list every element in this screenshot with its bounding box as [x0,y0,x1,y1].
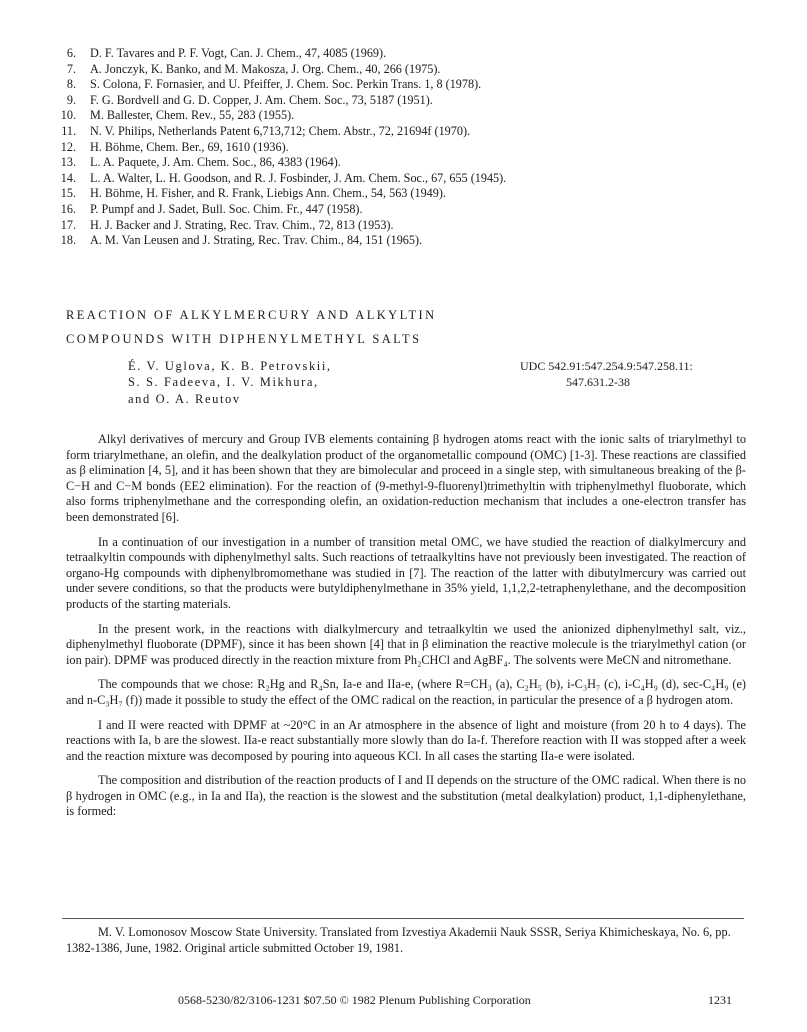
reference-text: S. Colona, F. Fornasier, and U. Pfeiffer, J. Chem. Soc. Perkin Trans. 1, 8 (1978). [90,77,482,92]
article-title [66,303,626,351]
body-paragraph: The composition and distribution of the reaction products of I and II depends on the structure of the OMC radical. When there is no β hydrogen in OMC (e.g., in Ia and IIa), the reaction is the slowest and the substitution (metal dealkylation) product, 1,1-diphenylethane, is formed: [66,773,746,819]
reference-text: P. Pumpf and J. Sadet, Bull. Soc. Chim. Fr., 447 (1958). [90,201,363,216]
reference-number: 17. [60,217,76,232]
reference-number: 7. [66,61,76,76]
reference-number: 11. [61,123,76,138]
reference-number: 16. [60,201,76,216]
publisher-line: 0568-5230/82/3106-1231 $07.50 © 1982 Plenum Publishing Corporation [178,993,531,1007]
author-line: S. S. Fadeeva, I. V. Mikhura, [128,375,319,390]
reference-number: 6. [66,46,76,60]
body-paragraph: In the present work, in the reactions with dialkylmercury and tetraalkyltin we used the anionized diphenylmethyl salt, viz., diphenylmethyl fluoborate (DPMF), since it has been shown [4] that in β elimination the reactive molecule is the triarylmethyl cation (or ion pair). DPMF was produced directly in the reaction mixture from Ph₂CHCl and AgBF₄. The solvents were MeCN and nitromethane. [66,621,746,667]
reference-item [56,186,756,202]
reference-text: A. Jonczyk, K. Banko, and M. Makosza, J. Org. Chem., 40, 266 (1975). [90,61,441,76]
reference-item [56,124,756,140]
reference-item [56,155,756,171]
body-paragraph: I and II were reacted with DPMF at ~20°C in an Ar atmosphere in the absence of light and moisture (from 20 h to 4 days). The reactions with Ia, b are the slowest. IIa-e react substantially more slowly than do Ia-f. Therefore reaction with II was stopped after a week and the reaction mixture was decomposed by pouring into aqueous KCl. In all cases the starting IIa-e were isolated. [66,717,746,763]
reference-number: 8. [66,77,76,92]
reference-number: 9. [66,92,76,107]
reference-item [56,108,756,124]
reference-text: H. J. Backer and J. Strating, Rec. Trav. Chim., 72, 813 (1953). [90,217,394,232]
reference-text: D. F. Tavares and P. F. Vogt, Can. J. Chem., 47, 4085 (1969). [90,46,387,60]
reference-number: 13. [60,155,76,170]
title-line: COMPOUNDS WITH DIPHENYLMETHYL SALTS [66,332,422,346]
reference-text: H. Böhme, H. Fisher, and R. Frank, Liebigs Ann. Chem., 54, 563 (1949). [90,186,446,201]
reference-item [56,62,756,78]
udc-code [520,358,790,391]
footnote: M. V. Lomonosov Moscow State University. Translated from Izvestiya Akademii Nauk SSSR, Seriya Khimicheskaya, No. 6, pp. 1382-1386, June, 1982. Original article submitted October 19, 1981. [66,925,731,955]
reference-text: L. A. Walter, L. H. Goodson, and R. J. Fosbinder, J. Am. Chem. Soc., 67, 655 (1945). [90,170,507,185]
reference-item [56,46,756,62]
reference-item [56,140,756,156]
reference-item [56,202,756,218]
reference-number: 10. [60,108,76,123]
udc-line: 547.631.2-38 [566,375,630,390]
footnote-divider [62,918,744,919]
udc-line: UDC 542.91:547.254.9:547.258.11: [520,359,693,373]
reference-text: L. A. Paquete, J. Am. Chem. Soc., 86, 4383 (1964). [90,155,341,170]
reference-text: M. Ballester, Chem. Rev., 55, 283 (1955). [90,108,295,123]
article-body [66,432,746,829]
body-paragraph: In a continuation of our investigation in a number of transition metal OMC, we have studied the reaction of dialkylmercury and tetraalkyltin compounds with diphenylmethyl salts. Such reactions of tetraalkyltins have not previously been investigated. The reaction of organo-Hg compounds with diphenylbromomethane was studied in [7]. The reaction of the latter with dibutylmercury was carried out under severe conditions, so that the products were butyldiphenylmethane in 35% yield, 1,1,2,2-tetraphenylethane, and the decomposition products of the starting materials. [66,534,746,611]
reference-item [56,233,756,249]
body-paragraph: The compounds that we chose: R₂Hg and R₄Sn, Ia-e and IIa-e, (where R=CH₃ (a), C₂H₅ (b), i-C₃H₇ (c), i-C₄H₉ (d), sec-C₄H₉ (e) and n-C₃H₇ (f)) made it possible to study the effect of the OMC radical on the reaction, in particular the presence of a β hydrogen atom. [66,677,746,707]
reference-item [56,171,756,187]
author-line: É. V. Uglova, K. B. Petrovskii, [128,359,332,373]
reference-item [56,93,756,109]
reference-item [56,77,756,93]
reference-number: 18. [60,233,76,248]
reference-number: 12. [60,139,76,154]
reference-text: H. Böhme, Chem. Ber., 69, 1610 (1936). [90,139,289,154]
page-number: 1231 [708,993,732,1007]
reference-text: N. V. Philips, Netherlands Patent 6,713,712; Chem. Abstr., 72, 21694f (1970). [90,123,471,138]
reference-number: 15. [60,186,76,201]
reference-item [56,218,756,234]
reference-text: F. G. Bordvell and G. D. Copper, J. Am. Chem. Soc., 73, 5187 (1951). [90,92,433,107]
author-block [128,358,458,407]
reference-number: 14. [60,170,76,185]
reference-list [56,46,756,249]
body-paragraph: Alkyl derivatives of mercury and Group IVB elements containing β hydrogen atoms react with the ionic salts of triarylmethyl to form triarylmethane, an olefin, and the dealkylation product of the organometallic compound (OMC) [1-3]. These reactions are classified as β elimination [4, 5], and it has been shown that they are bimolecular and proceed in a single step, with simultaneous breaking of the β-C−H and C−M bonds (EE2 elimination). For the reaction of (9-methyl-9-fluorenyl)trimethyltin with triphenylmethyl fluoborate, which also forms triphenylmethane and the corresponding olefin, an oxidation-reduction mechanism that includes a one-electron transfer has been demonstrated [6]. [66,432,746,524]
reference-text: A. M. Van Leusen and J. Strating, Rec. Trav. Chim., 84, 151 (1965). [90,233,423,248]
title-line: REACTION OF ALKYLMERCURY AND ALKYLTIN [66,308,437,322]
author-line: and O. A. Reutov [128,391,241,406]
